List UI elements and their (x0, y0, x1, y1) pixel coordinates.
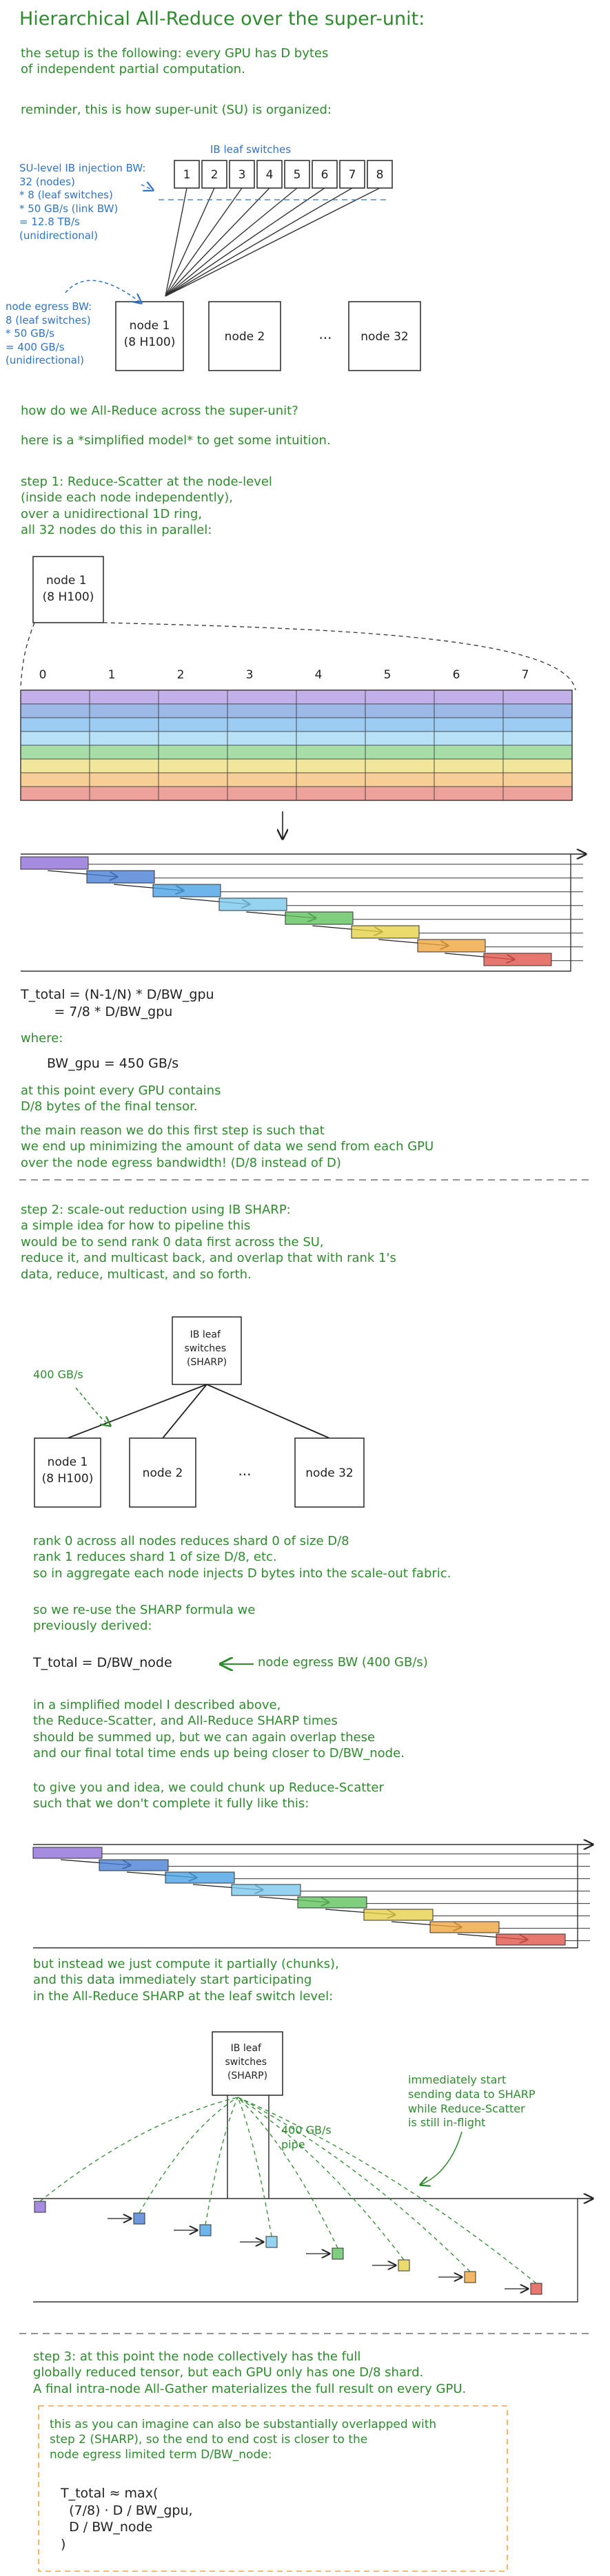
rs-cell (227, 718, 296, 731)
rs-cell (296, 773, 365, 787)
rs-cell (159, 718, 227, 731)
timeline-bar (99, 1860, 168, 1871)
rs-cell (296, 787, 365, 800)
leaf-switch-label: 8 (376, 168, 384, 182)
shard-note: at this point every GPU contains D/8 bytes of the final tensor. (21, 1083, 221, 1114)
rs-cell (296, 704, 365, 718)
leaf-switch-label: 1 (183, 168, 191, 182)
node-ellipsis: ... (318, 326, 332, 342)
rs-cell (21, 704, 90, 718)
rs-timeline-2 (33, 1845, 593, 1948)
tree-node-label: node 1 (47, 1455, 88, 1469)
rs-cell (90, 759, 159, 773)
summary-box (39, 2406, 507, 2571)
rs-cell (365, 690, 434, 704)
sharp-bw-arrow (76, 1388, 110, 1426)
rs-cell (159, 731, 227, 745)
rs-cell (90, 704, 159, 718)
rs-cell (434, 690, 503, 704)
rs-cell (90, 718, 159, 731)
tree-link (207, 1384, 329, 1438)
tree-node-label: (8 H100) (41, 1472, 94, 1486)
reminder-text: reminder, this is how super-unit (SU) is organized: (21, 103, 332, 117)
rs-cell (159, 759, 227, 773)
simplified-sum-text: in a simplified model I described above, the Reduce-Scatter, and All-Reduce SHARP times should be summed up, but we can again overlap these and our final total time ends up being closer to D/BW_node. (33, 1698, 405, 1761)
rs-cell (503, 718, 572, 731)
t-max-formula: T_total ≈ max( (7/8) · D / BW_gpu, D / BW_node ) (61, 2486, 193, 2553)
rs-cell (434, 718, 503, 731)
rs-cell (296, 731, 365, 745)
rs-cell (296, 690, 365, 704)
bw-gpu-value: BW_gpu = 450 GB/s (47, 1056, 179, 1071)
timeline-bar (21, 857, 88, 869)
simplified-model-text: here is a *simplified model* to get some intuition. (21, 433, 331, 448)
rs-cell (90, 787, 159, 800)
rs-cell (227, 759, 296, 773)
partial-text: but instead we just compute it partially (chunks), and this data immediately start participating in the All-Reduce SHARP at the leaf switch level: (33, 1957, 339, 2004)
leaf-switch-label: 5 (293, 168, 301, 182)
egress-arrow (65, 280, 141, 303)
gpu-label-4: 4 (314, 668, 323, 682)
timeline-bar (232, 1884, 301, 1895)
step2-text: step 2: scale-out reduction using IB SHARP: a simple idea for how to pipeline this would be to send rank 0 data first across the SU, reduce it, and multicast back, and overlap that with rank 1's data, reduce, multicast, and so forth. (21, 1203, 396, 1282)
su-nodes (116, 302, 420, 371)
rs-cell (503, 773, 572, 787)
timeline-bar (364, 1909, 433, 1920)
rs-cell (503, 704, 572, 718)
pipe-chunk (531, 2283, 542, 2294)
rs-cell (434, 745, 503, 759)
sharp-switch-label: IB leaf switches (SHARP) (184, 1329, 227, 1368)
timeline-bar (484, 953, 551, 966)
gpu-label-0: 0 (39, 668, 47, 682)
reason-text: the main reason we do this first step is such that we end up minimizing the amount of data we send from each GPU over the node egress bandwidth! (D/8 instead of D) (21, 1123, 434, 1170)
su-leaf-switches (174, 160, 392, 188)
leaf-switch-label: 3 (238, 168, 246, 182)
timeline-bar (285, 912, 353, 924)
gpu-label-5: 5 (383, 668, 392, 682)
pipe-switch-label: IB leaf switches (SHARP) (225, 2043, 268, 2081)
rs-cell (434, 731, 503, 745)
rs-cell (227, 731, 296, 745)
rs-node-label: node 1 (8 H100) (42, 574, 94, 604)
rs-cell (296, 745, 365, 759)
rs-cell (365, 773, 434, 787)
su-bw-note: SU-level IB injection BW: 32 (nodes) * 8 (leaf switches) * 50 GB/s (link BW) = 12.8 TB/s (unidirectional) (19, 162, 146, 242)
leaf-link (165, 188, 352, 296)
pipe-label: 400 GB/s pipe (281, 2123, 332, 2151)
rs-cell (365, 745, 434, 759)
rs-cell (21, 759, 90, 773)
page-title: Hierarchical All-Reduce over the super-unit: (19, 8, 425, 30)
pipe-up-dash (139, 2097, 238, 2213)
rs-cell (159, 787, 227, 800)
su-node-label: (8 H100) (123, 335, 176, 349)
rs-cell (90, 690, 159, 704)
gpu-label-2: 2 (176, 668, 185, 682)
su-links (165, 188, 380, 296)
sharp-tree-nodes (34, 1438, 364, 1507)
step1-text: step 1: Reduce-Scatter at the node-level (inside each node independently), over a unidirectional 1D ring, all 32 nodes do this in parallel: (21, 475, 272, 538)
rs-cell (227, 690, 296, 704)
rs-cell (90, 773, 159, 787)
leaf-link (165, 188, 270, 296)
timeline-bar (418, 939, 485, 952)
gpu-label-1: 1 (108, 668, 116, 682)
leaf-link (165, 188, 242, 296)
rs-cell (365, 787, 434, 800)
chunk-text: to give you and idea, we could chunk up Reduce-Scatter such that we don't complete it fully like this: (33, 1780, 384, 1811)
leaf-switch-label: 2 (210, 168, 218, 182)
reuse-text: so we re-use the SHARP formula we previously derived: (33, 1603, 256, 1634)
tree-link (68, 1384, 207, 1438)
rs-grid (21, 690, 572, 800)
leaf-switch-label: 6 (321, 168, 329, 182)
rs-cell (90, 731, 159, 745)
rs-gpu-labels (39, 668, 529, 682)
leaf-link (165, 188, 380, 296)
pipe-frame (33, 2199, 578, 2302)
rs-expand-right (103, 623, 576, 690)
pipe-chunk (134, 2213, 145, 2224)
rs-cell (90, 745, 159, 759)
rs-cell (21, 690, 90, 704)
rs-cell (227, 787, 296, 800)
rs-cell (503, 745, 572, 759)
rank-text: rank 0 across all nodes reduces shard 0 of size D/8 rank 1 reduces shard 1 of size D/8, etc. so in aggregate each node injects D bytes into the scale-out fabric. (33, 1534, 451, 1581)
pipe-chunk (398, 2260, 409, 2271)
leaf-switch-label: 4 (265, 168, 274, 182)
timeline-bar (219, 898, 287, 911)
pipe-chunk (34, 2201, 45, 2212)
rs-cell (159, 745, 227, 759)
tree-node-label: node 2 (142, 1466, 183, 1480)
egress-bw-note: node egress BW (400 GB/s) (258, 1655, 428, 1670)
timeline-bar (87, 871, 154, 883)
t-total-formula-1: T_total = (N-1/N) * D/BW_gpu = 7/8 * D/BW_gpu (21, 987, 214, 1019)
pipe-up-dash (238, 2097, 338, 2248)
leaf-switch-label: 7 (348, 168, 356, 182)
rs-cell (21, 718, 90, 731)
rs-cell (227, 704, 296, 718)
immediate-note: immediately start sending data to SHARP while Reduce-Scatter is still in-flight (408, 2073, 536, 2130)
pipe-chunk (332, 2248, 343, 2259)
rs-cell (434, 759, 503, 773)
leaf-link (165, 188, 325, 296)
rs-cell (434, 787, 503, 800)
rs-cell (434, 773, 503, 787)
rs-cell (503, 731, 572, 745)
ib-leaf-label: IB leaf switches (210, 143, 292, 156)
gpu-label-7: 7 (521, 668, 529, 682)
timeline-bar (430, 1922, 499, 1933)
tree-node-label: node 32 (305, 1466, 354, 1480)
pipe-up-dash (238, 2097, 272, 2236)
pipe-chunk (266, 2236, 277, 2247)
pipe-timeline (33, 2097, 593, 2302)
rs-cell (21, 731, 90, 745)
rs-cell (365, 759, 434, 773)
rs-cell (296, 718, 365, 731)
rs-cell (159, 773, 227, 787)
pipe-up-dash (40, 2097, 238, 2201)
immediate-arrow (420, 2132, 462, 2185)
leaf-link (165, 188, 297, 296)
timeline-bar (352, 926, 419, 938)
step3-text: step 3: at this point the node collectively has the full globally reduced tensor, but each GPU only has one D/8 shard. A final intra-node All-Gather materializes the full result on every GPU. (33, 2349, 467, 2396)
rs-cell (227, 773, 296, 787)
rs-cell (503, 787, 572, 800)
tree-node-ellipsis: ... (238, 1462, 252, 1479)
su-bw-arrow (141, 185, 153, 190)
timeline-bar (33, 1847, 102, 1858)
timeline-bar (153, 884, 221, 897)
rs-cell (365, 718, 434, 731)
pipe-up-dash (205, 2097, 238, 2225)
rs-node-box (33, 557, 103, 623)
sharp-tree-links (68, 1384, 329, 1438)
su-node-label: node 1 (129, 319, 170, 333)
pipe-chunk (465, 2272, 476, 2283)
rs-timeline-1 (21, 854, 586, 971)
su-node-label: node 2 (224, 330, 265, 344)
rs-cell (365, 731, 434, 745)
su-node-label: node 32 (360, 330, 409, 344)
rs-cell (434, 704, 503, 718)
rs-cell (365, 704, 434, 718)
timeline-bar (496, 1934, 565, 1945)
timeline-bar (298, 1897, 367, 1908)
timeline-bar (165, 1872, 234, 1883)
t-total-formula-2: T_total = D/BW_node (33, 1655, 172, 1670)
rs-cell (503, 759, 572, 773)
where-label: where: (21, 1031, 63, 1046)
pipe-up-dash (238, 2097, 404, 2260)
rs-cell (159, 704, 227, 718)
setup-text: the setup is the following: every GPU has D bytes of independent partial computation. (21, 46, 329, 77)
leaf-link (165, 188, 187, 296)
rs-cell (227, 745, 296, 759)
rs-cell (503, 690, 572, 704)
rs-cell (21, 787, 90, 800)
allreduce-question: how do we All-Reduce across the super-unit? (21, 404, 298, 418)
overlap-text: this as you can imagine can also be substantially overlapped with step 2 (SHARP), so the end to end cost is closer to the node egress limited term D/BW_node: (50, 2418, 437, 2462)
gpu-label-6: 6 (452, 668, 460, 682)
gpu-label-3: 3 (245, 668, 254, 682)
rs-cell (159, 690, 227, 704)
rs-cell (21, 773, 90, 787)
pipe-up-dash (238, 2097, 536, 2283)
egress-note: node egress BW: 8 (leaf switches) * 50 GB/s = 400 GB/s (unidirectional) (6, 300, 92, 366)
rs-cell (296, 759, 365, 773)
rs-expand-left (21, 623, 34, 689)
sharp-bw-label: 400 GB/s (33, 1368, 83, 1381)
rs-cell (21, 745, 90, 759)
pipe-chunk (200, 2225, 211, 2236)
